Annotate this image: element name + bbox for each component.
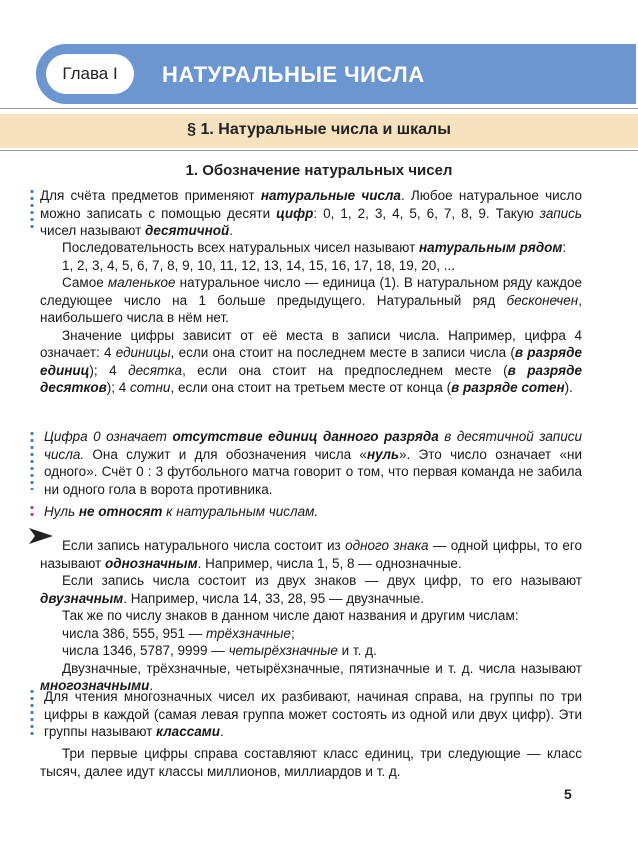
text: числа 1346, 5787, 9999 — [62,643,229,658]
term-units-place: в разряде единиц [40,345,582,378]
divider [0,150,638,151]
text: Нуль [44,504,79,519]
term-hundreds-place: в разряде сотен [451,380,565,395]
text: в десятичной записи числа. [44,429,582,462]
term-units: единицы [115,345,171,360]
term-multi-digit: многозначными [40,678,150,693]
text: . [149,678,154,693]
chapter-title: НАТУРАЛЬНЫЕ ЧИСЛА [162,62,425,87]
text: числа 386, 555, 951 — [62,625,207,641]
term-single-digit: однозначным [105,555,198,571]
text: Двузначные, трёхзначные, четырёхзначные, пятизначные и т. д. числа называют [62,660,582,676]
divider [0,108,638,109]
text: Значение цифры зависит от её места в записи числа. Например, цифра 4 означает: 4 [40,327,582,360]
text: Самое [62,275,108,290]
text: : 0, 1, 2, 3, 4, 5, 6, 7, 8, 9. Такую [313,205,540,221]
paragraph-natural-numbers [40,187,582,240]
section-title: § 1. Натуральные числа и шкалы [187,121,451,138]
term-classes: классами [156,724,220,739]
term-absence-of-units: отсутствие единиц данного разряда [172,429,439,444]
term-two-digit: двузначным [40,590,124,606]
text: Для чтения многозначных чисел их разбивают, начиная справа, на группы по три цифры в каждой (самая левая группа может состоять из одной или двух цифр). Эти группы называют [44,689,582,739]
term-natural-series: натуральным рядом [419,240,563,255]
text: ); 4 [89,362,129,378]
text: ; [290,625,295,641]
text: . [229,223,234,238]
text: ». Это число означает «ни одного». Счёт 0 : 3 футбольного матча говорит о том, что первая команда не забила ни одного гола в ворота противника. [44,446,582,497]
text: натуральное число — единица (1). В натуральном ряду каждое следующее число на 1 больше предыдущего. Натуральный ряд [40,275,582,308]
marker-dots-definition [30,188,34,232]
marker-dots-zero [30,430,34,490]
page-number: 5 [564,786,572,802]
text: . [219,724,224,739]
term-four-digit: четырёхзначные [228,643,338,658]
term-hundreds: сотни [130,380,171,395]
text: ). [564,380,573,395]
paragraph-natural-series [40,239,582,397]
text: . Например, числа 1, 5, 8 — однозначные. [197,555,462,571]
paragraph-digit-count [40,537,582,695]
text: чисел называют [40,223,146,238]
term-decimal: десятичной [145,223,230,238]
term-not-included: не относят [78,504,163,519]
text: — одной цифры, то его называют [40,538,582,571]
text: , если она стоит на последнем месте в записи числа ( [170,345,515,360]
term-one-sign: одного знака [345,538,429,553]
text: . Любое натуральное число можно записать с помощью десяти [40,188,582,221]
term-zero: нуль [366,446,400,462]
text: к натуральным числам. [162,504,319,519]
chapter-label: Глава I [46,54,134,94]
marker-dots-classes [30,688,34,736]
marker-dots-note [30,504,34,518]
term-infinite: бесконечен [506,292,579,308]
note-zero-not-natural [44,503,582,521]
term-tens-place: в разряде десятков [40,362,582,395]
natural-series-sequence: 1, 2, 3, 4, 5, 6, 7, 8, 9, 10, 11, 12, 13, 14, 15, 16, 17, 18, 19, 20, ... [62,257,456,273]
subsection-title: 1. Обозначение натуральных чисел [185,162,453,179]
term-smallest: маленькое [107,275,176,290]
term-natural-numbers: натуральные числа [260,188,401,203]
text: , наибольшего числа в нём нет. [40,292,582,325]
term-digits: цифр [276,205,314,221]
paragraph-classes [44,688,582,741]
text: Три первые цифры справа составляют класс единиц, три следующие — класс тысяч, далее идут классы миллионов, миллиардов и т. д. [40,746,582,779]
text: Последовательность всех натуральных чисел называют [62,240,420,255]
text: Она служит и для обозначения числа « [84,446,367,462]
term-notation: запись [539,205,583,221]
term-three-digit: трёхзначные [206,625,291,641]
text: Так же по числу знаков в данном числе дают названия и другим числам: [62,608,519,623]
text: : [562,240,567,255]
term-tens: десятка [128,362,183,378]
text: и т. д. [337,643,377,658]
text: Если запись натурального числа состоит из [62,538,346,553]
text: , если она стоит на предпоследнем месте ( [182,362,508,378]
text: Цифра 0 означает [44,429,173,444]
text: Если запись числа состоит из двух знаков — двух цифр, то его называют [62,573,582,588]
text: ); 4 [106,380,130,395]
paragraph-zero [44,428,582,498]
text: Для счёта предметов применяют [40,188,261,203]
text: , если она стоит на третьем месте от конца ( [170,380,452,395]
paragraph-class-names [40,745,582,780]
text: . Например, числа 14, 33, 28, 95 — двузначные. [123,590,425,606]
